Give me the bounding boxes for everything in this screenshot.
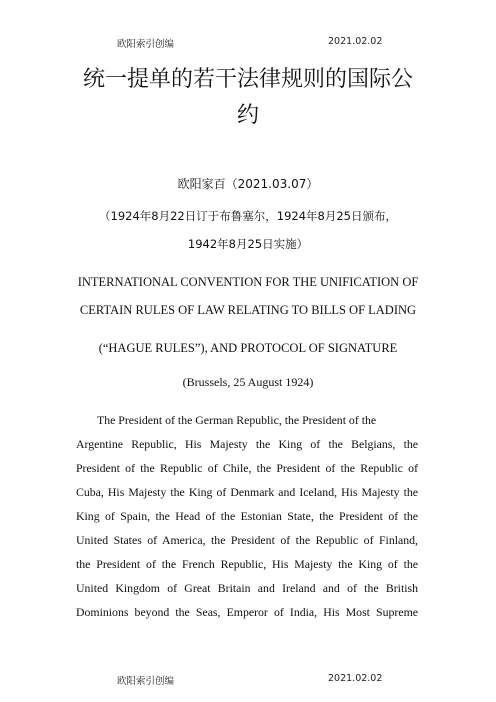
body-line: the President of the French Republic, His Majesty the King of the <box>76 557 418 571</box>
body-line: King of Spain, the Head of the Estonian State, the President of the <box>76 509 418 523</box>
body-line: United States of America, the President of the Republic of Finland, <box>76 533 418 547</box>
body-line: The President of the German Republic, the President of the <box>97 413 377 427</box>
author-line: 欧阳家百（2021.03.07） <box>177 177 319 191</box>
adoption-note-line-2: 1942年8月25日实施） <box>187 237 309 251</box>
english-title-line-2: CERTAIN RULES OF LAW RELATING TO BILLS OF LADING <box>79 303 417 317</box>
footer-date: 2021.02.02 <box>328 673 383 684</box>
body-line: Cuba, His Majesty the King of Denmark and Iceland, His Majesty the <box>76 485 418 499</box>
english-title-line-1: INTERNATIONAL CONVENTION FOR THE UNIFICATION OF <box>77 275 419 289</box>
place-date-line: (Brussels, 25 August 1924) <box>182 375 314 389</box>
body-line: Argentine Republic, His Majesty the King of the Belgians, the <box>76 437 418 451</box>
english-title-line-3: (“HAGUE RULES”), AND PROTOCOL OF SIGNATURE <box>98 341 398 355</box>
header-source: 欧阳索引创编 <box>117 39 175 50</box>
body-line: Dominions beyond the Seas, Emperor of India, His Most Supreme <box>76 605 418 619</box>
body-line: President of the Republic of Chile, the President of the Republic of <box>76 461 418 475</box>
document-title-line-2: 约 <box>236 103 259 128</box>
document-title-line-1: 统一提单的若干法律规则的国际公 <box>82 67 413 92</box>
body-line: United Kingdom of Great Britain and Ireland and of the British <box>76 581 418 595</box>
adoption-note-line-1: （1924年8月22日订于布鲁塞尔，1924年8月25日颁布， <box>99 209 397 223</box>
header-date: 2021.02.02 <box>328 36 383 47</box>
footer-source: 欧阳索引创编 <box>117 676 175 687</box>
